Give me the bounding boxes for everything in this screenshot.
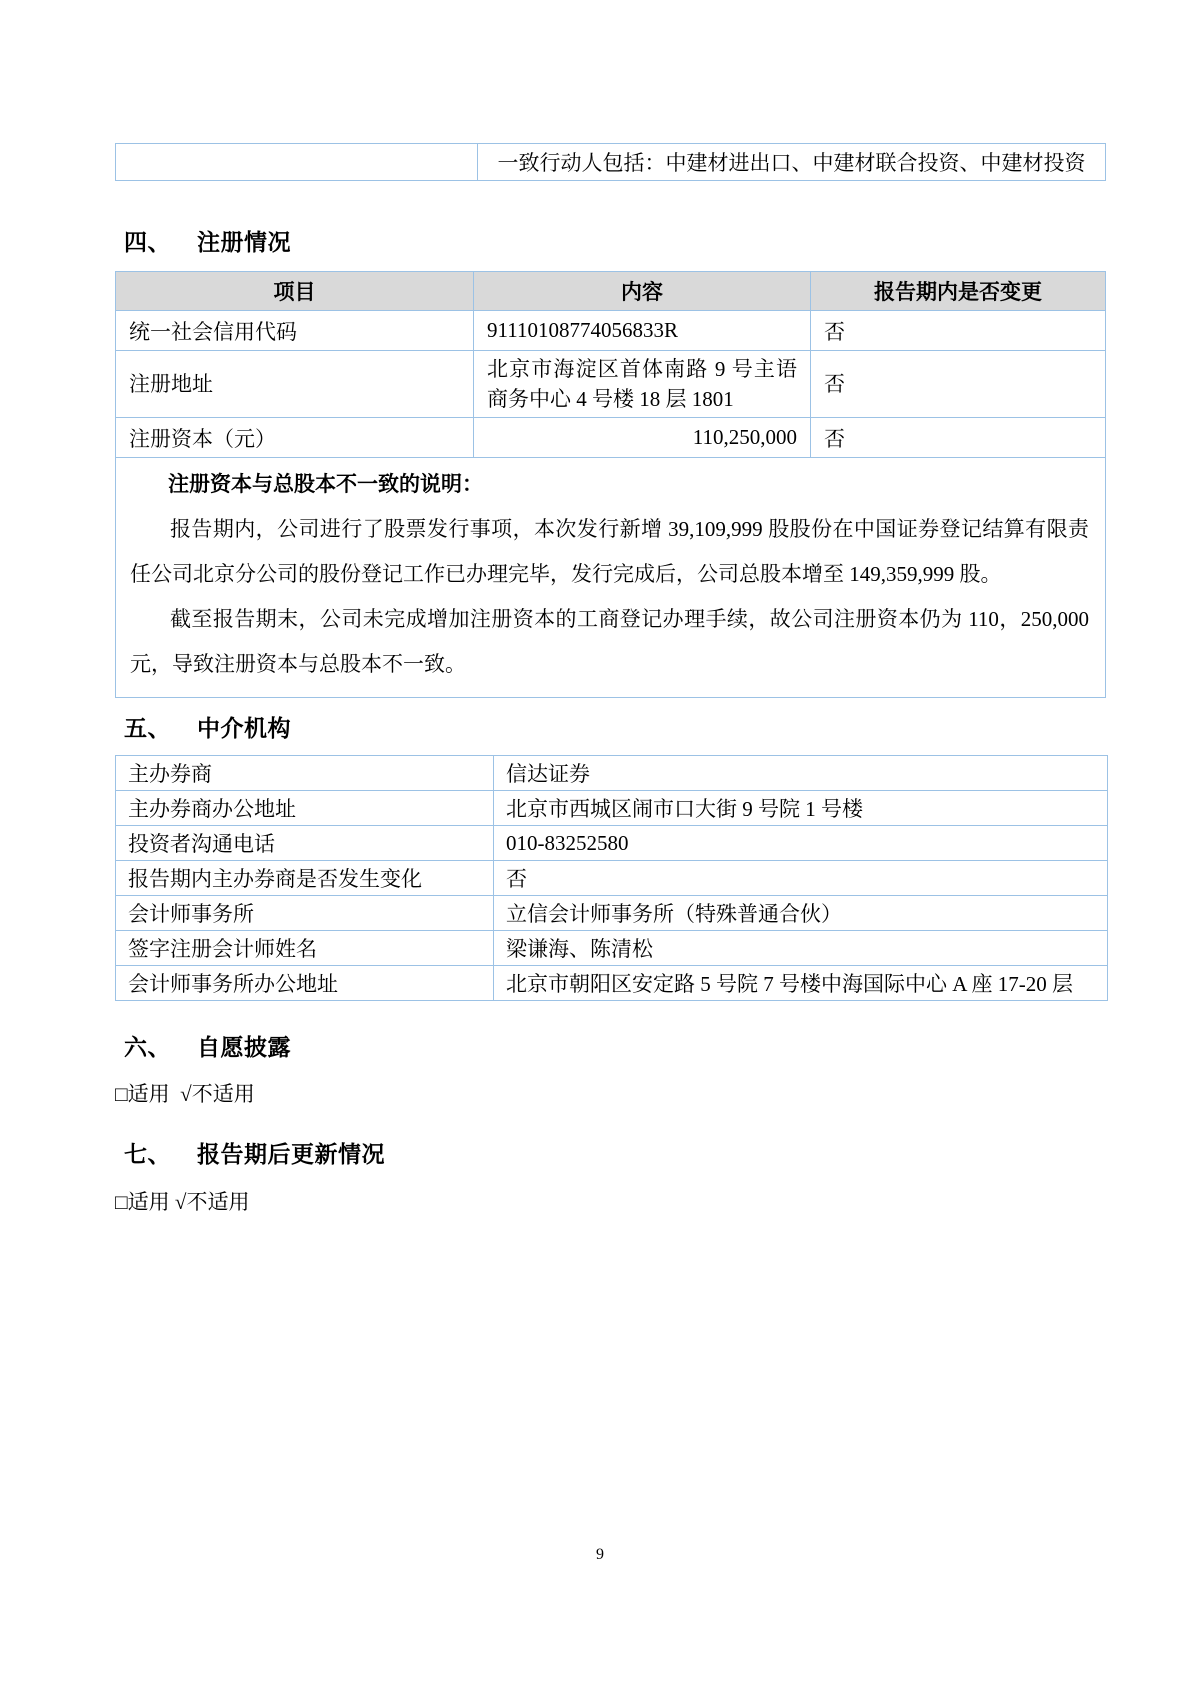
row-value: 北京市朝阳区安定路 5 号院 7 号楼中海国际中心 A 座 17-20 层: [494, 966, 1108, 1001]
table-row: [116, 931, 1108, 966]
table-row: [116, 896, 1108, 931]
row-changed: 否: [811, 351, 1106, 418]
row-item: 统一社会信用代码: [116, 311, 474, 351]
row-item: 注册地址: [116, 351, 474, 418]
note-title: 注册资本与总股本不一致的说明：: [168, 472, 483, 496]
note-paragraph: 截至报告期末，公司未完成增加注册资本的工商登记办理手续，故公司注册资本仍为 110，250,000 元，导致注册资本与总股本不一致。: [130, 607, 1089, 676]
row-value: 北京市西城区闹市口大街 9 号院 1 号楼: [494, 791, 1108, 826]
section-number: 五、: [124, 716, 171, 741]
row-item: 注册资本（元）: [116, 418, 474, 458]
row-label: 会计师事务所办公地址: [116, 966, 494, 1001]
section-heading-post-period-updates: [115, 1136, 385, 1169]
empty-cell: [116, 144, 478, 181]
row-value: 010-83252580: [494, 826, 1108, 861]
intermediary-table: [115, 755, 1108, 1001]
table-row: [116, 791, 1108, 826]
table-row: [116, 144, 1106, 181]
table-row: [116, 826, 1108, 861]
registration-table: [115, 271, 1106, 698]
row-changed: 否: [811, 311, 1106, 351]
row-label: 投资者沟通电话: [116, 826, 494, 861]
section-number: 六、: [124, 1035, 171, 1060]
table-row: [116, 756, 1108, 791]
table-row: [116, 861, 1108, 896]
table-row: [116, 418, 1106, 458]
row-value: 否: [494, 861, 1108, 896]
row-value: 信达证券: [494, 756, 1108, 791]
note-cell: [116, 458, 1106, 698]
note-paragraph: 报告期内，公司进行了股票发行事项，本次发行新增 39,109,999 股股份在中国证券登记结算有限责任公司北京分公司的股份登记工作已办理完毕，发行完成后，公司总股本增至 149,359,999 股。: [130, 517, 1089, 586]
acting-in-concert-value: 一致行动人包括：中建材进出口、中建材联合投资、中建材投资: [478, 144, 1106, 181]
page-number: 9: [596, 1546, 604, 1563]
applicability-line: □适用 √不适用: [115, 1190, 250, 1214]
section-heading-voluntary-disclosure: [115, 1029, 291, 1062]
row-label: 签字注册会计师姓名: [116, 931, 494, 966]
section-heading-registration: [115, 224, 291, 257]
row-label: 主办券商办公地址: [116, 791, 494, 826]
header-changed: 报告期内是否变更: [811, 272, 1106, 311]
row-value: 立信会计师事务所（特殊普通合伙）: [494, 896, 1108, 931]
section-heading-intermediaries: [115, 710, 291, 743]
row-label: 报告期内主办券商是否发生变化: [116, 861, 494, 896]
header-content: 内容: [474, 272, 811, 311]
acting-in-concert-table: [115, 143, 1106, 181]
row-content: 110,250,000: [474, 418, 811, 458]
section-title: 报告期后更新情况: [197, 1142, 385, 1167]
row-value: 梁谦海、陈清松: [494, 931, 1108, 966]
table-note-row: [116, 458, 1106, 698]
row-content: 91110108774056833R: [474, 311, 811, 351]
row-label: 会计师事务所: [116, 896, 494, 931]
applicability-line: □适用 √不适用: [115, 1082, 255, 1106]
row-changed: 否: [811, 418, 1106, 458]
table-row: [116, 966, 1108, 1001]
table-header-row: [116, 272, 1106, 311]
section-number: 四、: [124, 230, 171, 255]
section-title: 中介机构: [197, 716, 291, 741]
section-number: 七、: [124, 1142, 171, 1167]
row-content: 北京市海淀区首体南路 9 号主语商务中心 4 号楼 18 层 1801: [474, 351, 811, 418]
header-item: 项目: [116, 272, 474, 311]
table-row: [116, 351, 1106, 418]
section-title: 自愿披露: [197, 1035, 291, 1060]
row-label: 主办券商: [116, 756, 494, 791]
section-title: 注册情况: [197, 230, 291, 255]
table-row: [116, 311, 1106, 351]
